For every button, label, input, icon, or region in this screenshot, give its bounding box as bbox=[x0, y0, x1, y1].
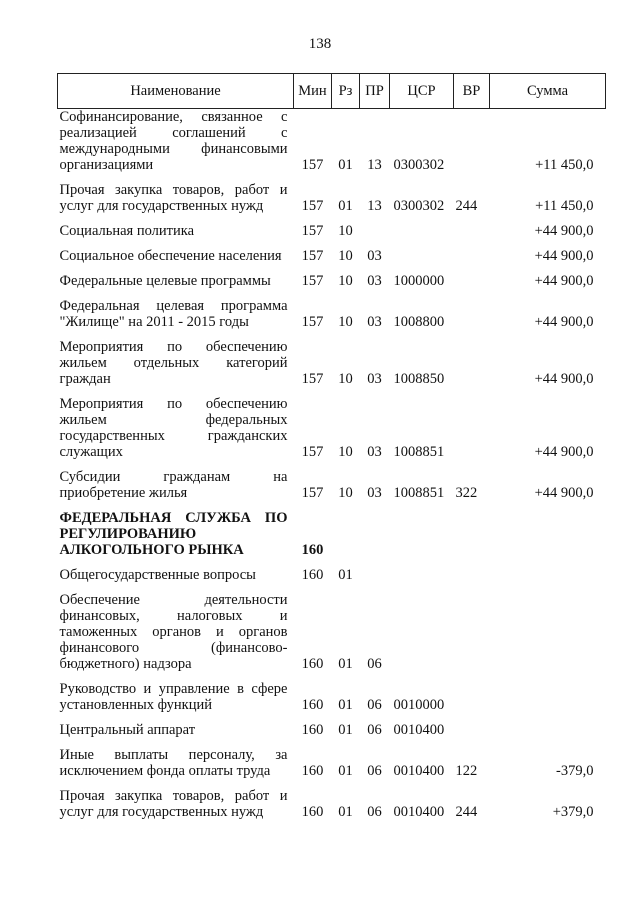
cell-min: 157 bbox=[301, 444, 324, 460]
cell-vr bbox=[454, 339, 490, 396]
header-sum: Сумма bbox=[490, 74, 606, 109]
cell-pr: 03 bbox=[367, 248, 382, 264]
cell-name: Мероприятия по обеспечению жильем отдельных категорий граждан bbox=[59, 339, 288, 387]
cell-csr: 0300302 bbox=[393, 198, 445, 214]
cell-csr: 1008851 bbox=[393, 485, 445, 501]
cell-vr: 244 bbox=[455, 198, 478, 214]
cell-pr: 06 bbox=[367, 722, 382, 738]
page-number: 138 bbox=[308, 36, 332, 52]
cell-name: Социальная политика bbox=[59, 223, 195, 239]
cell-name: Иные выплаты персоналу, за исключением фонда оплаты труда bbox=[59, 747, 288, 779]
cell-csr: 0010000 bbox=[393, 697, 445, 713]
cell-vr bbox=[454, 510, 490, 567]
cell-sum bbox=[490, 510, 606, 567]
cell-vr: 122 bbox=[455, 763, 478, 779]
cell-vr bbox=[454, 223, 490, 248]
cell-pr: 03 bbox=[367, 273, 382, 289]
cell-vr bbox=[454, 298, 490, 339]
cell-rz: 01 bbox=[338, 804, 353, 820]
table-row bbox=[58, 469, 606, 510]
table-row bbox=[58, 510, 606, 567]
cell-min: 160 bbox=[301, 656, 324, 672]
cell-pr: 13 bbox=[367, 157, 382, 173]
cell-name: Прочая закупка товаров, работ и услуг для государственных нужд bbox=[59, 182, 288, 214]
cell-sum: +44 900,0 bbox=[534, 371, 594, 387]
cell-pr bbox=[360, 223, 390, 248]
cell-pr: 03 bbox=[367, 444, 382, 460]
cell-csr bbox=[390, 567, 454, 592]
table-row bbox=[58, 396, 606, 469]
cell-min: 157 bbox=[301, 314, 324, 330]
cell-pr: 06 bbox=[367, 804, 382, 820]
cell-min: 160 bbox=[301, 763, 324, 779]
cell-rz: 01 bbox=[338, 567, 353, 583]
cell-csr: 1008850 bbox=[393, 371, 445, 387]
cell-pr: 03 bbox=[367, 314, 382, 330]
table-row bbox=[58, 747, 606, 788]
cell-sum bbox=[490, 681, 606, 722]
cell-rz: 01 bbox=[338, 656, 353, 672]
budget-table bbox=[57, 73, 606, 829]
table-row bbox=[58, 182, 606, 223]
cell-rz: 10 bbox=[338, 371, 353, 387]
cell-sum: +44 900,0 bbox=[534, 248, 594, 264]
cell-csr: 1000000 bbox=[393, 273, 445, 289]
table-row bbox=[58, 248, 606, 273]
cell-name: Субсидии гражданам на приобретение жилья bbox=[59, 469, 288, 501]
cell-name: Обеспечение деятельности финансовых, налоговых и таможенных органов и органов финансового (финансово-бюджетного) надзора bbox=[59, 592, 288, 672]
table-row bbox=[58, 722, 606, 747]
header-csr: ЦСР bbox=[390, 74, 454, 109]
cell-min: 157 bbox=[301, 273, 324, 289]
cell-pr: 06 bbox=[367, 763, 382, 779]
cell-sum bbox=[490, 567, 606, 592]
cell-rz: 01 bbox=[338, 697, 353, 713]
cell-min: 160 bbox=[301, 567, 324, 583]
cell-min: 160 bbox=[301, 542, 324, 558]
cell-pr: 06 bbox=[367, 656, 382, 672]
cell-vr bbox=[454, 396, 490, 469]
cell-vr bbox=[454, 248, 490, 273]
header-rz: Рз bbox=[332, 74, 360, 109]
cell-sum: +44 900,0 bbox=[534, 314, 594, 330]
cell-sum bbox=[490, 722, 606, 747]
cell-sum bbox=[490, 592, 606, 681]
cell-name: Прочая закупка товаров, работ и услуг для государственных нужд bbox=[59, 788, 288, 820]
cell-rz: 10 bbox=[338, 273, 353, 289]
cell-min: 160 bbox=[301, 722, 324, 738]
table-row bbox=[58, 592, 606, 681]
cell-min: 157 bbox=[301, 157, 324, 173]
cell-pr: 06 bbox=[367, 697, 382, 713]
cell-sum: +44 900,0 bbox=[534, 223, 594, 239]
cell-name: ФЕДЕРАЛЬНАЯ СЛУЖБА ПО РЕГУЛИРОВАНИЮ АЛКОГОЛЬНОГО РЫНКА bbox=[59, 510, 288, 558]
cell-rz: 10 bbox=[338, 248, 353, 264]
cell-csr bbox=[390, 592, 454, 681]
cell-min: 157 bbox=[301, 485, 324, 501]
cell-pr: 13 bbox=[367, 198, 382, 214]
cell-csr: 1008851 bbox=[393, 444, 445, 460]
cell-sum: +44 900,0 bbox=[534, 444, 594, 460]
cell-csr bbox=[390, 510, 454, 567]
cell-sum: -379,0 bbox=[556, 763, 594, 779]
cell-rz: 10 bbox=[338, 444, 353, 460]
cell-rz: 01 bbox=[338, 722, 353, 738]
cell-rz: 01 bbox=[338, 157, 353, 173]
cell-csr: 0010400 bbox=[393, 722, 445, 738]
cell-csr: 0010400 bbox=[393, 763, 445, 779]
cell-vr bbox=[454, 592, 490, 681]
cell-rz: 10 bbox=[338, 223, 353, 239]
table-header-row bbox=[58, 74, 606, 109]
table-row bbox=[58, 298, 606, 339]
cell-min: 157 bbox=[301, 371, 324, 387]
cell-sum: +11 450,0 bbox=[535, 198, 594, 214]
table-row bbox=[58, 109, 606, 183]
header-min: Мин bbox=[294, 74, 332, 109]
cell-name: Общегосударственные вопросы bbox=[59, 567, 256, 583]
header-pr: ПР bbox=[360, 74, 390, 109]
cell-csr bbox=[390, 248, 454, 273]
table-row bbox=[58, 567, 606, 592]
table-row bbox=[58, 788, 606, 829]
cell-sum: +11 450,0 bbox=[535, 157, 594, 173]
cell-rz: 01 bbox=[338, 198, 353, 214]
cell-min: 160 bbox=[301, 804, 324, 820]
cell-sum: +379,0 bbox=[552, 804, 594, 820]
cell-name: Руководство и управление в сфере установленных функций bbox=[59, 681, 288, 713]
cell-vr bbox=[454, 567, 490, 592]
cell-name: Софинансирование, связанное с реализацией соглашений с международными финансовыми организациями bbox=[59, 109, 288, 173]
cell-sum: +44 900,0 bbox=[534, 273, 594, 289]
cell-name: Федеральная целевая программа "Жилище" на 2011 - 2015 годы bbox=[59, 298, 288, 330]
table-row bbox=[58, 273, 606, 298]
cell-name: Центральный аппарат bbox=[59, 722, 196, 738]
cell-vr bbox=[454, 109, 490, 183]
cell-vr bbox=[454, 273, 490, 298]
cell-vr bbox=[454, 681, 490, 722]
cell-rz: 10 bbox=[338, 314, 353, 330]
header-vr: ВР bbox=[454, 74, 490, 109]
cell-csr: 0300302 bbox=[393, 157, 445, 173]
cell-rz: 10 bbox=[338, 485, 353, 501]
cell-pr bbox=[360, 510, 390, 567]
cell-csr bbox=[390, 223, 454, 248]
cell-sum: +44 900,0 bbox=[534, 485, 594, 501]
cell-rz: 01 bbox=[338, 763, 353, 779]
cell-pr: 03 bbox=[367, 371, 382, 387]
table-row bbox=[58, 339, 606, 396]
cell-csr: 1008800 bbox=[393, 314, 445, 330]
header-name: Наименование bbox=[58, 74, 294, 109]
cell-vr bbox=[454, 722, 490, 747]
cell-min: 160 bbox=[301, 697, 324, 713]
cell-min: 157 bbox=[301, 248, 324, 264]
cell-pr: 03 bbox=[367, 485, 382, 501]
cell-rz bbox=[332, 510, 360, 567]
cell-name: Мероприятия по обеспечению жильем федеральных государственных гражданских служащих bbox=[59, 396, 288, 460]
table-row bbox=[58, 223, 606, 248]
cell-name: Федеральные целевые программы bbox=[59, 273, 271, 289]
table-row bbox=[58, 681, 606, 722]
cell-name: Социальное обеспечение населения bbox=[59, 248, 282, 264]
cell-vr: 244 bbox=[455, 804, 478, 820]
cell-csr: 0010400 bbox=[393, 804, 445, 820]
cell-min: 157 bbox=[301, 223, 324, 239]
cell-vr: 322 bbox=[455, 485, 478, 501]
cell-pr bbox=[360, 567, 390, 592]
cell-min: 157 bbox=[301, 198, 324, 214]
